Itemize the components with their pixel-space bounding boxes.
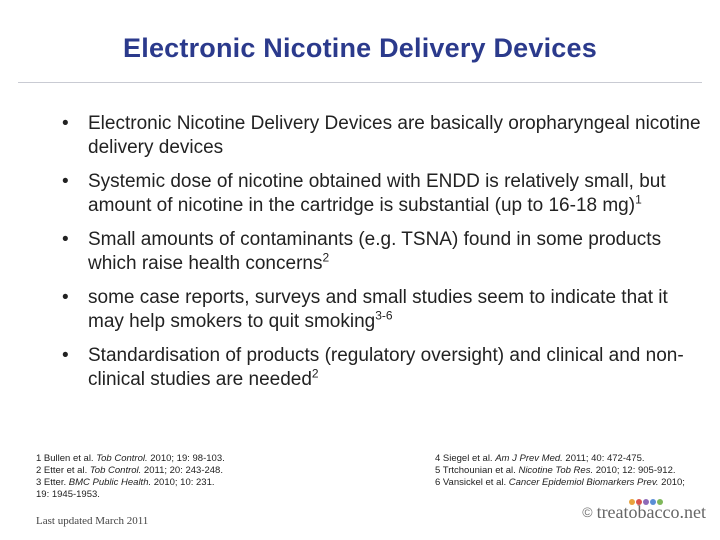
copyright-symbol: © — [582, 504, 593, 520]
reference-journal: Cancer Epidemiol Biomarkers Prev. — [508, 477, 659, 488]
reference-details: 2010; 10: 231. — [151, 477, 215, 488]
bullet-item — [62, 170, 702, 218]
reference-journal: BMC Public Health. — [68, 477, 152, 488]
reference-details: 2010; — [658, 477, 685, 488]
bullet-text: Systemic dose of nicotine obtained with ENDD is relatively small, but amount of nicotine in the cartridge is substantial (up to 16-18 mg) — [88, 171, 666, 216]
brand-name: treatobacco.net — [596, 502, 706, 522]
reference-journal: Nicotine Tob Res. — [518, 465, 594, 476]
bullet-item — [62, 228, 702, 276]
reference-authors: 2 Etter et al. — [36, 465, 90, 476]
bullet-dot-icon: • — [62, 113, 69, 134]
bullet-dot-icon: • — [62, 345, 69, 366]
bullet-list — [62, 112, 702, 402]
reference-line — [36, 477, 296, 489]
reference-authors: 4 Siegel et al. — [435, 453, 496, 464]
brand-logo — [582, 502, 706, 522]
references-left — [36, 453, 296, 501]
slide-title: Electronic Nicotine Delivery Devices — [123, 33, 597, 63]
bullet-text: Standardisation of products (regulatory oversight) and clinical and non-clinical studies are needed — [88, 345, 684, 390]
bullet-item — [62, 286, 702, 334]
bullet-item — [62, 344, 702, 392]
references-right — [435, 453, 715, 489]
reference-line — [435, 453, 715, 465]
reference-line — [435, 465, 715, 477]
reference-authors: 6 Vansickel et al. — [435, 477, 509, 488]
reference-journal: Am J Prev Med. — [495, 453, 563, 464]
bullet-text: Electronic Nicotine Delivery Devices are basically oropharyngeal nicotine delivery devices — [88, 113, 701, 158]
reference-details: 2011; 40: 472-475. — [562, 453, 645, 464]
bullet-dot-icon: • — [62, 287, 69, 308]
bullet-text: some case reports, surveys and small studies seem to indicate that it may help smokers to quit smoking — [88, 287, 668, 332]
citation-superscript: 2 — [322, 250, 330, 265]
reference-details: 19: 1945-1953. — [36, 489, 100, 500]
reference-authors: 5 Trtchounian et al. — [435, 465, 519, 476]
reference-journal: Tob Control. — [89, 465, 142, 476]
bullet-text: Small amounts of contaminants (e.g. TSNA) found in some products which raise health concerns — [88, 229, 662, 274]
citation-superscript: 2 — [311, 366, 319, 381]
citation-superscript: 1 — [635, 192, 642, 207]
reference-authors: 1 Bullen et al. — [36, 453, 97, 464]
bullet-dot-icon: • — [62, 171, 69, 192]
reference-journal: Tob Control. — [96, 453, 148, 464]
citation-superscript: 3-6 — [375, 308, 393, 323]
reference-details: 2010; 19: 98-103. — [147, 453, 225, 464]
reference-authors: 3 Etter. — [36, 477, 69, 488]
bullet-item — [62, 112, 702, 160]
reference-line — [36, 465, 296, 477]
reference-line — [36, 489, 296, 501]
title-divider — [18, 82, 702, 83]
reference-details: 2011; 20: 243-248. — [141, 465, 223, 476]
reference-line — [435, 477, 715, 489]
reference-line — [36, 453, 296, 465]
reference-details: 2010; 12: 905-912. — [593, 465, 676, 476]
last-updated-label: Last updated March 2011 — [36, 515, 149, 527]
bullet-dot-icon: • — [62, 229, 69, 250]
